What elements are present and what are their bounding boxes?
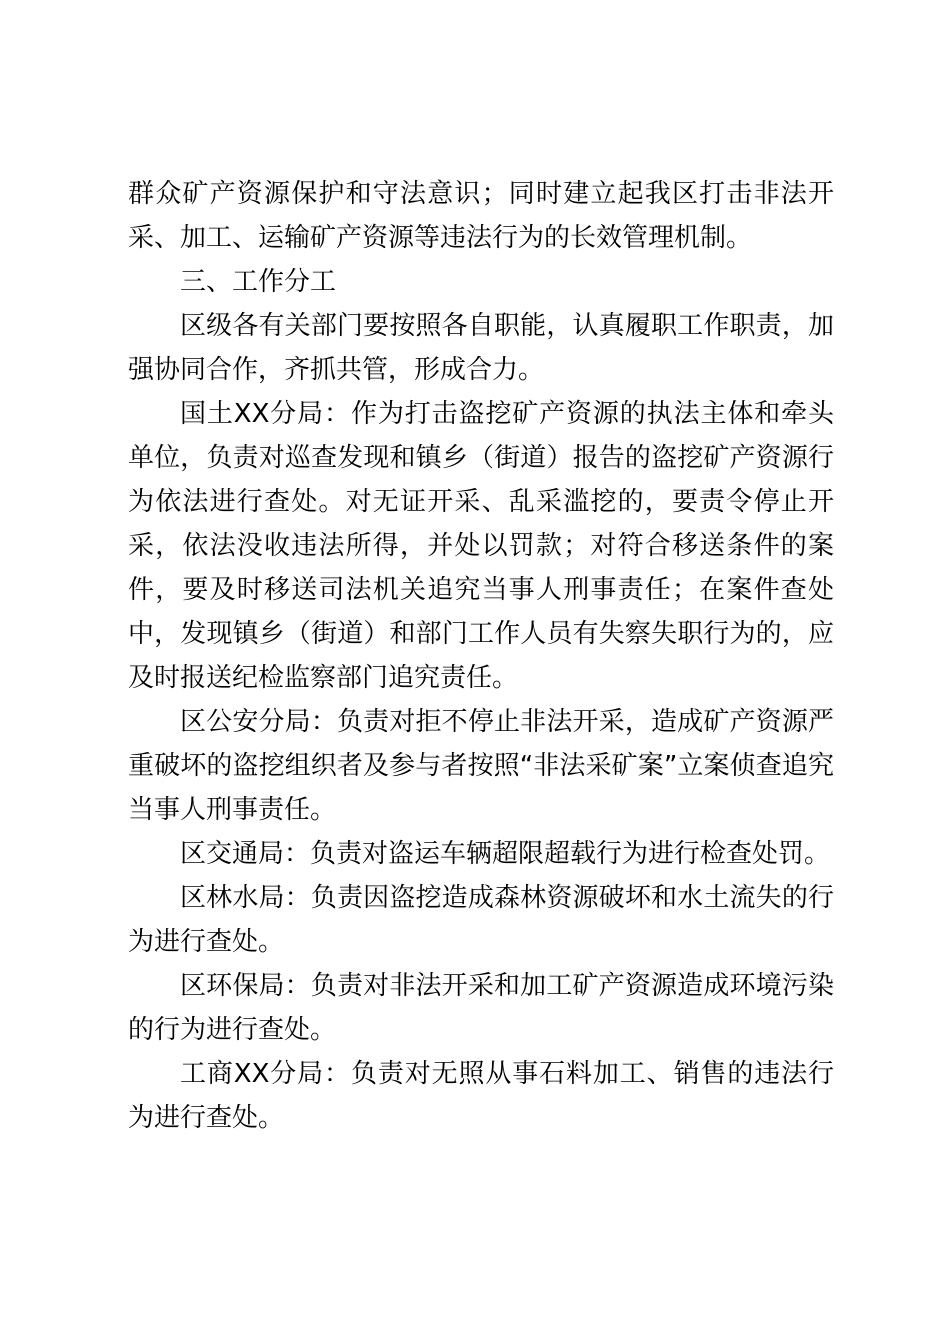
document-body bbox=[128, 172, 834, 1140]
paragraph-environment-bureau: 区环保局：负责对非法开采和加工矿产资源造成环境污染的行为进行查处。 bbox=[128, 971, 834, 1045]
paragraph-public-security: 区公安分局：负责对拒不停止非法开采，造成矿产资源严重破坏的盗挖组织者及参与者按照“非法采矿案”立案侦查追究当事人刑事责任。 bbox=[128, 707, 834, 825]
paragraph-forestry-water-bureau: 区林水局：负责因盗挖造成森林资源破坏和水土流失的行为进行查处。 bbox=[128, 883, 834, 957]
section-heading-work-division: 三、工作分工 bbox=[180, 267, 337, 297]
paragraph-transport-bureau: 区交通局：负责对盗运车辆超限超载行为进行检查处罚。 bbox=[180, 839, 831, 869]
paragraph-departments-duty: 区级各有关部门要按照各自职能，认真履职工作职责，加强协同合作，齐抓共管，形成合力。 bbox=[128, 311, 834, 385]
paragraph-commerce-bureau: 工商XX分局：负责对无照从事石料加工、销售的违法行为进行查处。 bbox=[128, 1059, 834, 1133]
paragraph-continuation: 群众矿产资源保护和守法意识；同时建立起我区打击非法开采、加工、运输矿产资源等违法行为的长效管理机制。 bbox=[128, 179, 834, 253]
paragraph-land-bureau: 国土XX分局：作为打击盗挖矿产资源的执法主体和牵头单位，负责对巡查发现和镇乡（街道）报告的盗挖矿产资源行为依法进行查处。对无证开采、乱采滥挖的，要责令停止开采，依法没收违法所得，并处以罚款；对符合移送条件的案件，要及时移送司法机关追究当事人刑事责任；在案件查处中，发现镇乡（街道）和部门工作人员有失察失职行为的，应及时报送纪检监察部门追究责任。 bbox=[128, 399, 834, 693]
